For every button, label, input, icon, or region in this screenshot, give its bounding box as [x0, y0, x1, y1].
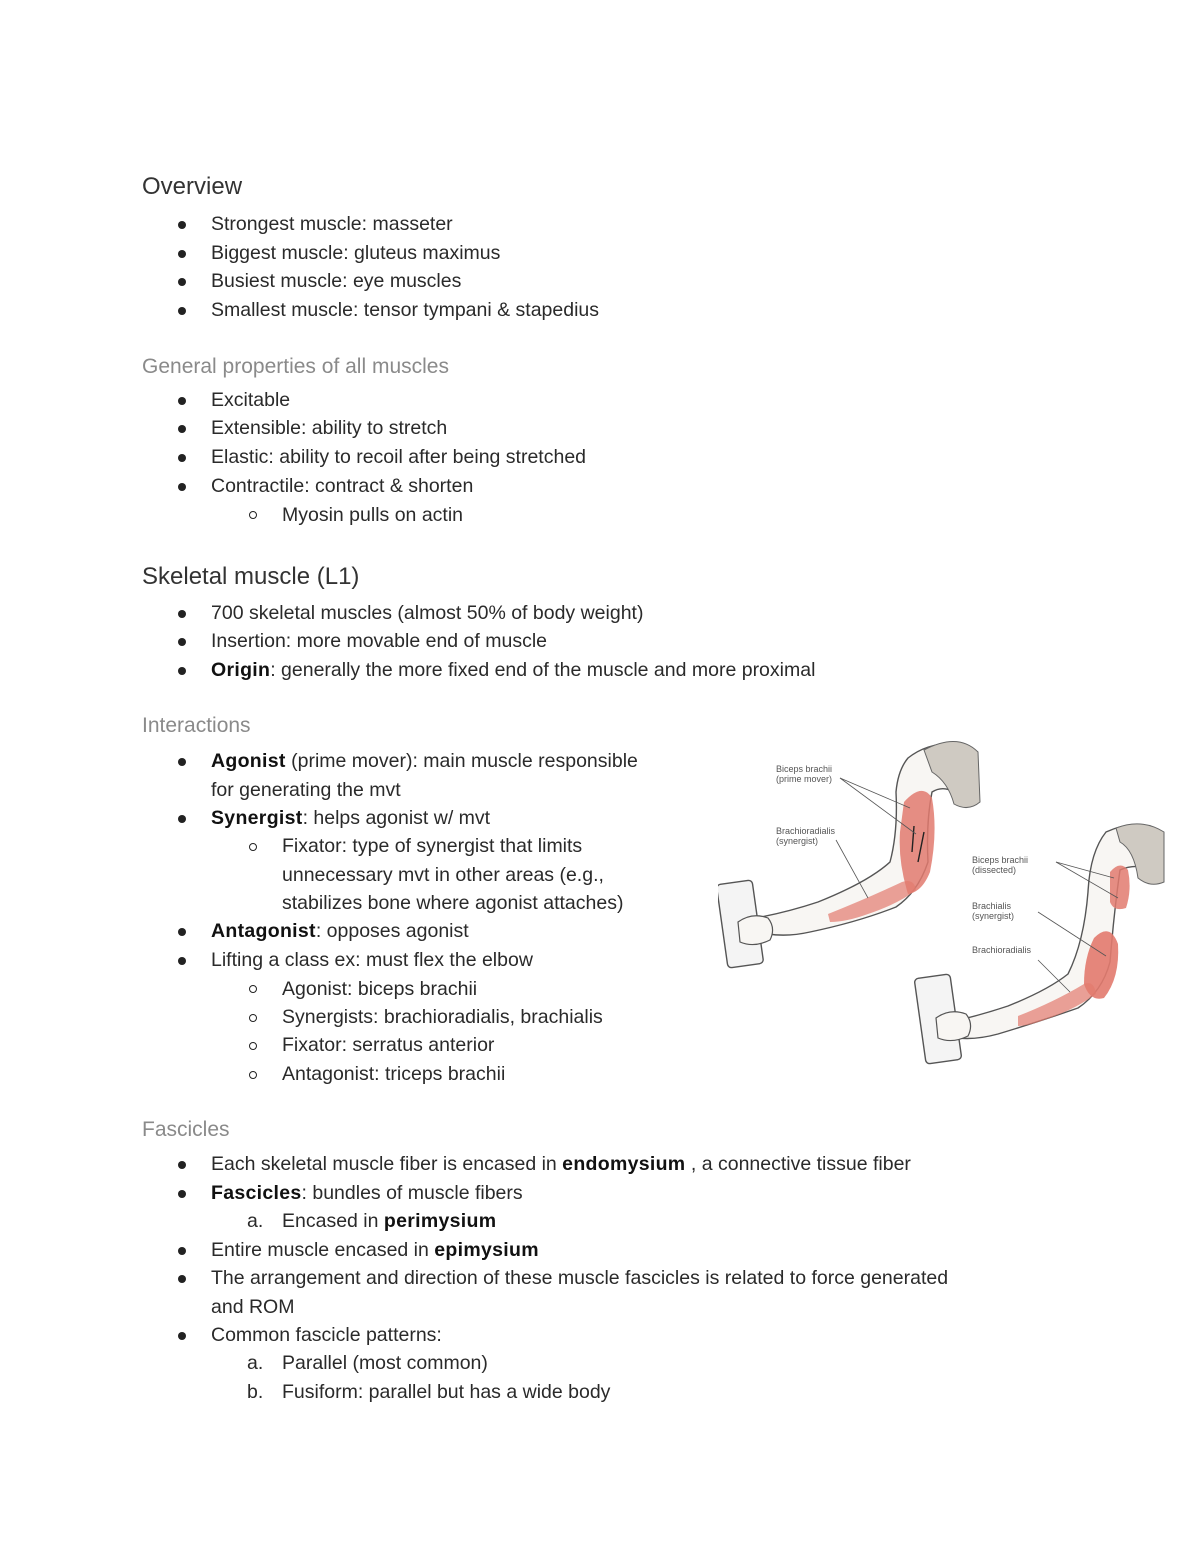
list-item-text: 700 skeletal muscles (almost 50% of body weight) — [211, 602, 644, 624]
overview-heading: Overview — [142, 173, 243, 200]
list-item-text: Insertion: more movable end of muscle — [211, 630, 547, 652]
list-item-text: Excitable — [211, 389, 291, 411]
skeletal-muscle-heading: Skeletal muscle (L1) — [142, 563, 360, 590]
bullet-dot — [178, 1332, 186, 1340]
term-definition: : opposes agonist — [315, 920, 469, 942]
figure-label: (synergist) — [972, 911, 1015, 921]
list-item-text: Strongest muscle: masseter — [211, 213, 453, 235]
sub-bullet-circle — [249, 1014, 257, 1022]
bold-term: Agonist — [211, 750, 286, 772]
list-item-text — [211, 656, 815, 685]
list-item-text: Elastic: ability to recoil after being stretched — [211, 446, 587, 468]
arm-illustration-1 — [718, 741, 980, 968]
term-definition: : bundles of muscle fibers — [301, 1182, 523, 1204]
list-item-text — [211, 804, 490, 833]
general-properties-heading: General properties of all muscles — [142, 355, 449, 378]
bullet-dot — [178, 815, 186, 823]
sub-bullet-circle — [249, 1071, 257, 1079]
bullet-dot — [178, 758, 186, 766]
bold-term: Origin — [211, 659, 271, 681]
list-item-text: Common fascicle patterns: — [211, 1324, 442, 1346]
bold-term: Synergist — [211, 807, 303, 829]
hand-shape — [936, 1012, 971, 1041]
bullet-dot — [178, 221, 186, 229]
bold-term: endomysium — [562, 1153, 686, 1175]
bullet-dot — [178, 483, 186, 491]
sub-list-item-text-continued: stabilizes bone where agonist attaches) — [282, 892, 624, 914]
hand-shape — [738, 916, 773, 945]
bullet-dot — [178, 957, 186, 965]
sub-list-item-text: Fixator: type of synergist that limits — [282, 835, 583, 857]
list-item-text-continued: and ROM — [211, 1296, 295, 1318]
list-letter: b. — [247, 1381, 264, 1403]
bullet-dot — [178, 397, 186, 405]
list-item-text-continued: for generating the mvt — [211, 779, 401, 801]
bullet-dot — [178, 1247, 186, 1255]
bullet-dot — [178, 454, 186, 462]
bullet-dot — [178, 1190, 186, 1198]
bullet-dot — [178, 1161, 186, 1169]
bullet-dot — [178, 250, 186, 258]
list-item-text — [211, 1236, 539, 1265]
figure-label: (dissected) — [972, 865, 1017, 875]
bullet-dot — [178, 610, 186, 618]
sub-list-item-text: Fusiform: parallel but has a wide body — [282, 1381, 611, 1403]
list-item-text: Extensible: ability to stretch — [211, 417, 448, 439]
bullet-dot — [178, 667, 186, 675]
list-item-text — [211, 917, 469, 946]
fascicles-heading: Fascicles — [142, 1118, 230, 1141]
figure-label: Brachioradialis — [972, 945, 1032, 955]
figure-label: Biceps brachii — [776, 764, 833, 774]
sub-list-item-text — [282, 1207, 496, 1236]
text-run: Entire muscle encased in — [211, 1239, 435, 1261]
figure-label: Brachioradialis — [776, 826, 836, 836]
arm-illustration-2 — [914, 824, 1164, 1064]
term-definition: : generally the more fixed end of the muscle and more proximal — [270, 659, 816, 681]
interactions-heading: Interactions — [142, 714, 251, 737]
bold-term: perimysium — [383, 1210, 497, 1232]
list-letter: a. — [247, 1210, 264, 1232]
sub-bullet-circle — [249, 1042, 257, 1050]
list-item-text: The arrangement and direction of these muscle fascicles is related to force generated — [211, 1267, 949, 1289]
sub-list-item-text: Fixator: serratus anterior — [282, 1034, 495, 1056]
sub-list-item-text: Antagonist: triceps brachii — [282, 1063, 506, 1085]
bold-term: Antagonist — [211, 920, 316, 942]
list-item-text: Lifting a class ex: must flex the elbow — [211, 949, 533, 971]
list-letter: a. — [247, 1352, 264, 1374]
elbow-flexion-figure — [718, 722, 1166, 1074]
sub-list-item-text: Synergists: brachioradialis, brachialis — [282, 1006, 603, 1028]
list-item-text: Smallest muscle: tensor tympani & stapedius — [211, 299, 600, 321]
figure-label: Brachialis — [972, 901, 1012, 911]
sub-bullet-circle — [249, 985, 257, 993]
sub-list-item-text: Parallel (most common) — [282, 1352, 488, 1374]
list-item-text: Busiest muscle: eye muscles — [211, 270, 462, 292]
biceps-muscle-dissected — [1110, 865, 1130, 909]
list-item-text: Contractile: contract & shorten — [211, 475, 474, 497]
bullet-dot — [178, 425, 186, 433]
sub-list-item-text-continued: unnecessary mvt in other areas (e.g., — [282, 864, 604, 886]
bullet-dot — [178, 278, 186, 286]
list-item-text — [211, 1150, 911, 1179]
bullet-dot — [178, 307, 186, 315]
sub-list-item-text: Myosin pulls on actin — [282, 504, 464, 526]
list-item-text — [211, 1179, 523, 1208]
list-item-text: Biggest muscle: gluteus maximus — [211, 242, 501, 264]
bullet-dot — [178, 928, 186, 936]
bullet-dot — [178, 638, 186, 646]
biceps-muscle — [900, 791, 935, 894]
list-item-text — [211, 747, 638, 776]
figure-label: (prime mover) — [776, 774, 833, 784]
bold-term: epimysium — [434, 1239, 539, 1261]
bold-term: Fascicles — [211, 1182, 302, 1204]
term-definition: : helps agonist w/ mvt — [302, 807, 491, 829]
text-run: Each skeletal muscle fiber is encased in — [211, 1153, 563, 1175]
figure-label: Biceps brachii — [972, 855, 1029, 865]
term-definition: (prime mover): main muscle responsible — [285, 750, 638, 772]
bullet-dot — [178, 1275, 186, 1283]
sub-list-item-text: Agonist: biceps brachii — [282, 978, 478, 1000]
sub-bullet-circle — [249, 511, 257, 519]
text-run: , a connective tissue fiber — [685, 1153, 911, 1175]
text-run: Encased in — [282, 1210, 384, 1232]
figure-label: (synergist) — [776, 836, 819, 846]
sub-bullet-circle — [249, 843, 257, 851]
